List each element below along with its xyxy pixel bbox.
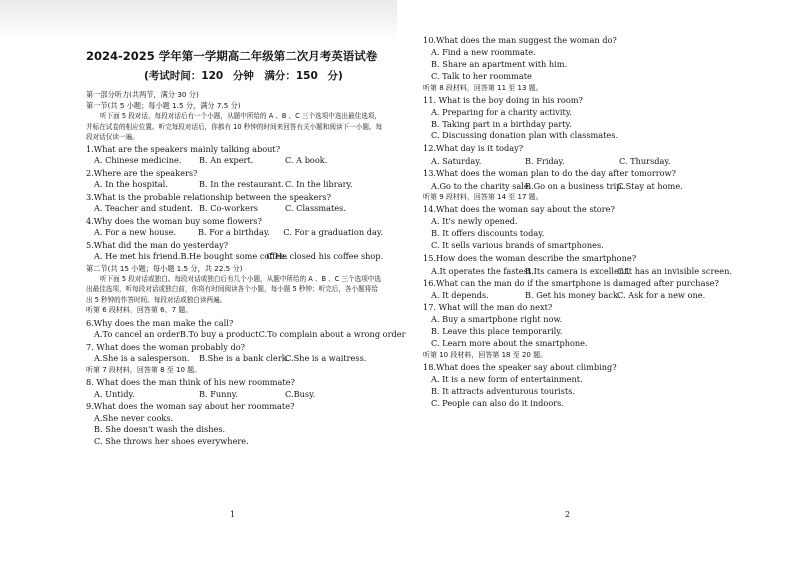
material-note-10: 听第 10 段材料，回答第 18 至 20 题。 (423, 350, 548, 359)
option-b: B. Get his money back. (525, 290, 621, 301)
section-2-instructions: 听下面 5 段对话或独白。每段对话或独白后有几个小题，从题中所给的 A 、B 、C 三个选项中选出最佳选项，听每段对话或独白前，你将有时间阅读各个小题，每小题 5 秒钟；听完后，各小题将给出 5 秒钟的作答时间。每段对话或独白读两遍。 (86, 274, 381, 304)
option-a: A. In the hospital. (94, 179, 168, 190)
option-b: B. Leave this place temporarily. (431, 326, 563, 337)
option-b: B. An expert. (199, 155, 254, 165)
question-text: 13.What does the woman plan to do the day after tomorrow? (423, 168, 676, 179)
option-b: B.Go on a business trip. (525, 180, 625, 191)
question-8 (86, 377, 383, 400)
option-c: C. For a graduation day. (283, 227, 383, 238)
question-4 (86, 216, 383, 239)
option-a: A.It operates the fastest. (431, 265, 534, 276)
question-14 (423, 204, 764, 252)
section-2-heading: 第二节(共 15 小题；每小题 1.5 分，共 22.5 分) (86, 263, 243, 273)
question-text: 10.What does the man suggest the woman do? (423, 35, 617, 45)
option-c: C.To complain about a wrong order (258, 329, 406, 340)
option-c: C.She is a waitress. (285, 353, 367, 364)
question-text: 12.What day is it today? (423, 143, 524, 154)
scan-shadow (0, 0, 397, 40)
question-text: 6.Why does the man make the call? (86, 317, 234, 328)
option-a: A. For a new house. (94, 227, 177, 238)
option-c: C. Discussing donation plan with classmates. (431, 130, 619, 141)
option-a: A. It is a new form of entertainment. (431, 373, 583, 384)
question-text: 11. What is the boy doing in his room? (423, 94, 583, 105)
option-c: C.Stay at home. (617, 180, 683, 191)
option-b: B. Share an apartment with him. (431, 58, 568, 69)
option-a: A. Saturday. (431, 156, 482, 167)
exam-subtitle: (考试时间：120 分钟 满分：150 分) (144, 70, 343, 82)
option-a: A. Teacher and student. (94, 203, 193, 214)
question-text: 18.What does the speaker say about climbing? (423, 362, 617, 373)
option-a: A.Go to the charity sale. (431, 180, 532, 191)
question-6 (86, 317, 406, 341)
question-9 (86, 401, 383, 447)
question-1 (86, 144, 383, 167)
option-b: B. Funny. (199, 388, 238, 399)
question-text: 17. What will the man do next? (423, 302, 553, 313)
question-text: 3.What is the probable relationship between the speakers? (86, 191, 331, 202)
option-b: B. It attracts adventurous tourists. (431, 385, 575, 396)
option-c: C. It sells various brands of smartphones. (431, 239, 604, 250)
question-15 (423, 253, 764, 277)
question-2 (86, 168, 383, 191)
option-b: B. It offers discounts today. (431, 227, 545, 238)
material-note-9: 听第 9 段材料，回答第 14 至 17 题。 (423, 192, 543, 201)
question-text: 7. What does the woman probably do? (86, 341, 246, 352)
option-c: C. Thursday. (619, 156, 671, 167)
question-text: 16.What can the man do if the smartphone is damaged after purchase? (423, 277, 719, 288)
option-c: C.He closed his coffee shop. (266, 251, 384, 262)
option-b: B.He bought some coffee. (180, 251, 288, 262)
option-b: B. She doesn't wash the dishes. (94, 424, 226, 435)
page-2 (397, 0, 794, 561)
option-b: B.Its camera is excellent. (525, 265, 630, 276)
material-note-8: 听第 8 段材料，回答第 11 至 13 题。 (423, 83, 543, 92)
option-c: C. Classmates. (285, 203, 346, 214)
option-a: A.She never cooks. (94, 412, 174, 423)
page-number: 1 (230, 510, 236, 519)
option-a: A. Untidy. (94, 388, 135, 399)
option-c: C. Ask for a new one. (617, 290, 706, 301)
option-a: A. Find a new roommate. (431, 46, 536, 57)
question-text: 15.How does the woman describe the smartphone? (423, 252, 637, 263)
option-a: A. He met his friend. (94, 251, 181, 262)
option-a: A. It's newly opened. (431, 216, 518, 227)
option-b: B. Friday. (525, 156, 565, 167)
question-text: 8. What does the man think of his new roommate? (86, 377, 295, 388)
material-note-7: 听第 7 段材料，回答第 8 至 10 题。 (86, 365, 202, 374)
question-text: 4.Why does the woman buy some flowers? (86, 215, 262, 226)
option-a: A.She is a salesperson. (94, 353, 190, 364)
question-11 (423, 95, 764, 143)
question-13 (423, 168, 764, 192)
question-16 (423, 278, 764, 302)
option-b: B. Co-workers (199, 203, 258, 214)
option-c: C. Talk to her roommate (431, 70, 532, 81)
part-1-heading: 第一部分听力(共两节，满分 30 分) (86, 90, 199, 99)
question-text: 9.What does the woman say about her roommate? (86, 401, 295, 412)
option-a: A. Buy a smartphone right now. (431, 314, 563, 325)
page-number: 2 (565, 510, 571, 519)
question-12 (423, 143, 764, 167)
option-c: C. People can also do it indoors. (431, 397, 564, 408)
option-a: A. Chinese medicine. (94, 155, 182, 165)
option-b: B. For a birthday. (198, 227, 271, 238)
question-18 (423, 362, 764, 410)
section-1-heading: 第一节(共 5 小题；每小题 1.5 分，满分 7.5 分) (86, 101, 241, 110)
material-note-6: 听第 6 段材料，回答第 6、7 题。 (86, 306, 193, 315)
question-7 (86, 342, 383, 365)
option-b: B. In the restaurant. (199, 179, 284, 190)
section-1-instructions: 听下面 5 段对话，每段对话后有一个小题，从题中所给的 A 、B 、C 三个选项中选出最佳选项，并标在试卷的相应位置。听完每段对话后，你都有 10 秒钟的时间来回答有关小题和阅读下一小题。每段对话仅读一遍。 (86, 112, 383, 141)
question-3 (86, 192, 383, 215)
option-a: A.To cancel an order (94, 329, 180, 340)
question-10 (423, 35, 764, 83)
option-c: C. A book. (285, 155, 328, 165)
question-text: 14.What does the woman say about the store? (423, 204, 615, 215)
question-text: 1.What are the speakers mainly talking about? (86, 143, 281, 154)
option-b: B.To buy a product (179, 329, 259, 340)
question-5 (86, 240, 383, 263)
option-b: B.She is a bank clerk. (199, 353, 290, 364)
option-c: C. Learn more about the smartphone. (431, 337, 588, 348)
option-c: C. In the library. (285, 179, 353, 190)
question-text: 5.What did the man do yesterday? (86, 239, 229, 250)
question-17 (423, 302, 764, 350)
option-b: B. Taking part in a birthday party. (431, 118, 572, 129)
exam-title: 2024-2025 学年第一学期高二年级第二次月考英语试卷 (86, 49, 378, 63)
option-a: A. Preparing for a charity activity. (431, 106, 572, 117)
option-a: A. It depends. (431, 290, 489, 301)
question-text: 2.Where are the speakers? (86, 167, 198, 178)
option-c: C. She throws her shoes everywhere. (94, 436, 249, 447)
option-c: C.It has an invisible screen. (617, 265, 732, 276)
option-c: C.Busy. (285, 388, 316, 399)
